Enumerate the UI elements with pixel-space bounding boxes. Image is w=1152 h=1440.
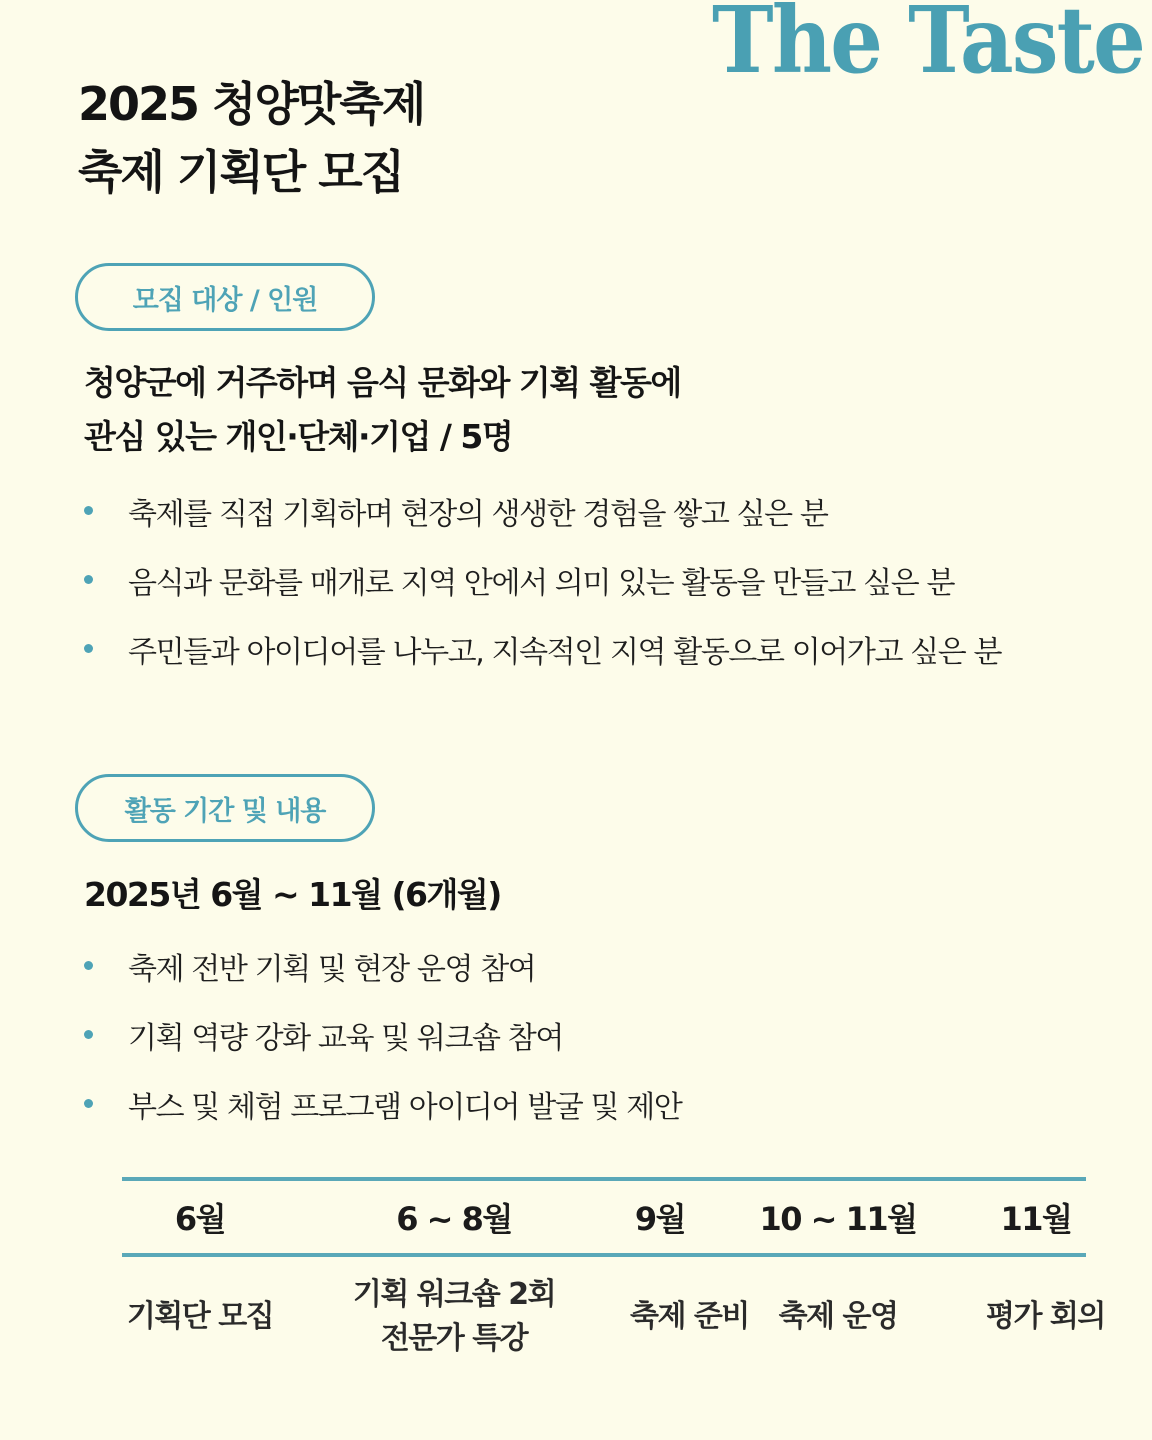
- bullet-dot-icon: [84, 644, 93, 653]
- the-taste-logo: The Taste: [712, 0, 1145, 94]
- timeline-activity-line: 축제 운영: [778, 1299, 898, 1334]
- list-item: [84, 635, 1001, 704]
- recruit-target-description: [84, 356, 681, 464]
- section-pill-activity-period: [75, 774, 375, 842]
- timeline-period: 6월: [174, 1200, 226, 1238]
- schedule-timeline: [122, 1177, 1105, 1377]
- bullet-dot-icon: [84, 575, 93, 584]
- timeline-activity: [630, 1295, 749, 1339]
- list-item: [84, 1021, 681, 1090]
- list-item: [84, 952, 681, 1021]
- title-line-1: 2025 청양맛축제: [78, 77, 425, 131]
- bullet-dot-icon: [84, 961, 93, 970]
- timeline-activity-line: 기획단 모집: [126, 1299, 274, 1334]
- page-title: [78, 70, 424, 206]
- list-item-text: 부스 및 체험 프로그램 아이디어 발굴 및 제안: [128, 1090, 682, 1125]
- bullet-dot-icon: [84, 1099, 93, 1108]
- section-pill-recruit-target: [75, 263, 375, 331]
- timeline-period: 10 ~ 11월: [759, 1200, 917, 1238]
- section-pill-label: 활동 기간 및 내용: [124, 795, 326, 827]
- recruit-target-line-2: 관심 있는 개인·단체·기업 / 5명: [84, 417, 513, 456]
- timeline-period-row: [122, 1181, 1086, 1253]
- list-item: [84, 1090, 681, 1159]
- timeline-activity: [278, 1273, 630, 1361]
- timeline-activity: [986, 1295, 1105, 1339]
- timeline-activity-line: 전문가 특강: [380, 1321, 528, 1356]
- bullet-dot-icon: [84, 1030, 93, 1039]
- list-item-text: 기획 역량 강화 교육 및 워크숍 참여: [128, 1021, 563, 1056]
- list-item-text: 축제를 직접 기획하며 현장의 생생한 경험을 쌓고 싶은 분: [128, 497, 828, 532]
- list-item-text: 음식과 문화를 매개로 지역 안에서 의미 있는 활동을 만들고 싶은 분: [128, 566, 955, 601]
- timeline-period: 6 ~ 8월: [396, 1200, 512, 1238]
- timeline-activity: [122, 1295, 278, 1339]
- activity-content-list: [84, 952, 681, 1159]
- timeline-activity-line: 기획 워크숍 2회: [352, 1277, 556, 1312]
- recruit-target-line-1: 청양군에 거주하며 음식 문화와 기획 활동에: [84, 363, 681, 402]
- bullet-dot-icon: [84, 506, 93, 515]
- list-item-text: 축제 전반 기획 및 현장 운영 참여: [128, 952, 536, 987]
- timeline-activity-line: 축제 준비: [630, 1299, 749, 1334]
- list-item: [84, 497, 1001, 566]
- timeline-activity-line: 평가 회의: [986, 1299, 1105, 1334]
- list-item-text: 주민들과 아이디어를 나누고, 지속적인 지역 활동으로 이어가고 싶은 분: [128, 635, 1002, 670]
- timeline-activity-row: [122, 1257, 1105, 1377]
- timeline-activity: [690, 1295, 986, 1339]
- recruit-target-list: [84, 497, 1001, 704]
- activity-period-description: [84, 868, 501, 922]
- activity-period-line: 2025년 6월 ~ 11월 (6개월): [84, 875, 501, 914]
- timeline-period: 11월: [1000, 1200, 1072, 1238]
- list-item: [84, 566, 1001, 635]
- section-pill-label: 모집 대상 / 인원: [132, 284, 318, 316]
- timeline-period: 9월: [634, 1200, 686, 1238]
- title-line-2: 축제 기획단 모집: [78, 145, 404, 199]
